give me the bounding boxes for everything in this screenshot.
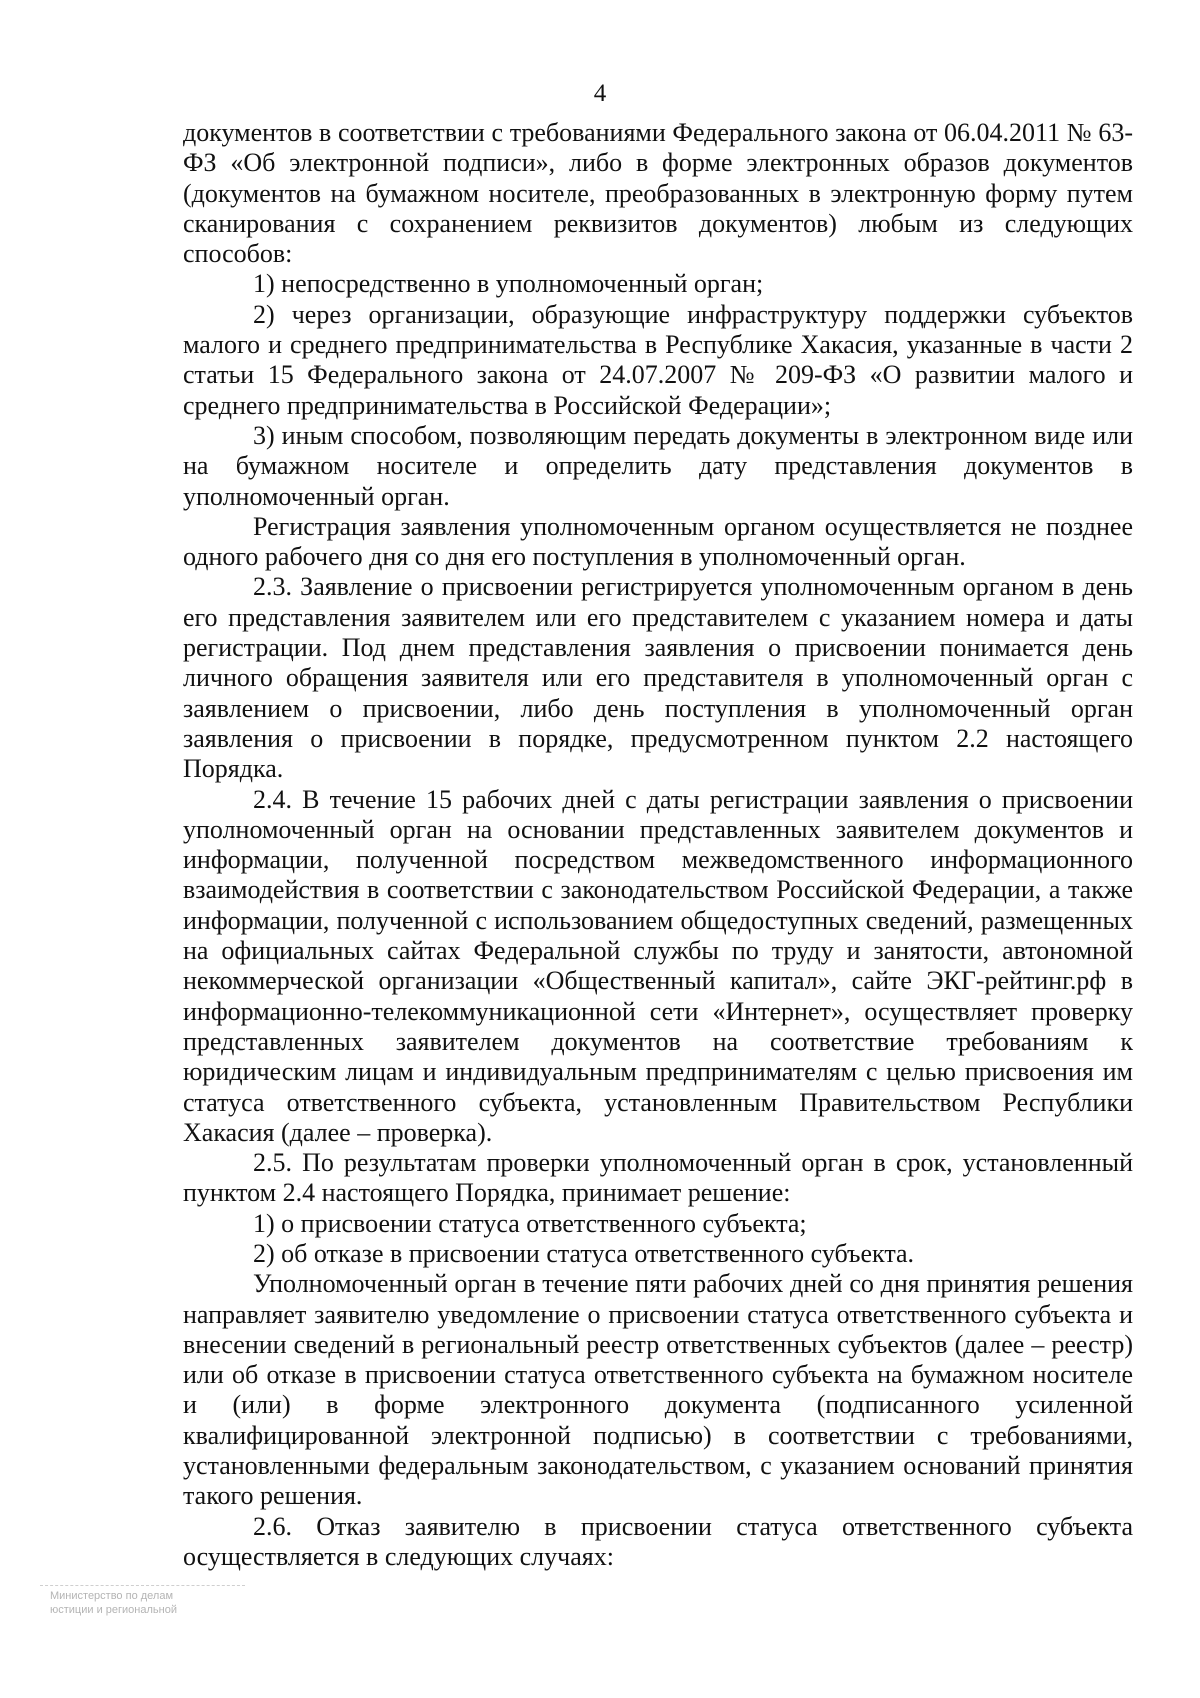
- paragraph: документов в соответствии с требованиями Федерального закона от 06.04.2011 № 63-ФЗ «Об электронной подписи», либо в форме электронных образов документов (документов на бумажном носителе, преобразованных в электронную форму путем сканирования с сохранением реквизитов документов) любым из следующих способов:: [183, 118, 1133, 269]
- list-item: 1) непосредственно в уполномоченный орган;: [253, 269, 764, 299]
- clause-2-5: 2.5. По результатам проверки уполномоченный орган в срок, установленный пунктом 2.4 настоящего Порядка, принимает решение:: [183, 1148, 1133, 1208]
- paragraph: Регистрация заявления уполномоченным органом осуществляется не позднее одного рабочего дня со дня его поступления в уполномоченный орган.: [183, 511, 1133, 572]
- list-item: 3) иным способом, позволяющим передать документы в электронном виде или на бумажном носителе и определить дату представления документов в уполномоченный орган.: [183, 420, 1133, 511]
- stamp-divider: [40, 1585, 245, 1586]
- list-item: 2) об отказе в присвоении статуса ответственного субъекта.: [253, 1238, 915, 1268]
- stamp-line: юстиции и региональной: [50, 1604, 177, 1616]
- list-item: 1) о присвоении статуса ответственного субъекта;: [253, 1208, 807, 1238]
- clause-2-4: 2.4. В течение 15 рабочих дней с даты регистрации заявления о присвоении уполномоченный орган на основании представленных заявителем документов и информации, полученной посредством межведомственного информационного взаимодействия в соответствии с законодательством Российской Федерации, а также информации, полученной с использованием общедоступных сведений, размещенных на официальных сайтах Федеральной службы по труду и занятости, автономной некоммерческой организации «Общественный капитал», сайте ЭКГ-рейтинг.рф в информационно-телекоммуникационной сети «Интернет», осуществляет проверку представленных заявителем документов на соответствие требованиям к юридическим лицам и индивидуальным предпринимателям с целью присвоения им статуса ответственного субъекта, установленным Правительством Республики Хакасия (далее – проверка).: [183, 784, 1133, 1147]
- paragraph: Уполномоченный орган в течение пяти рабочих дней со дня принятия решения направляет заявителю уведомление о присвоении статуса ответственного субъекта и внесении сведений в региональный реестр ответственных субъектов (далее – реестр) или об отказе в присвоении статуса ответственного субъекта на бумажном носителе и (или) в форме электронного документа (подписанного усиленной квалифицированной электронной подписью) в соответствии с требованиями, установленными федеральным законодательством, с указанием оснований принятия такого решения.: [183, 1269, 1133, 1511]
- clause-2-6: 2.6. Отказ заявителю в присвоении статуса ответственного субъекта осуществляется в следующих случаях:: [183, 1511, 1133, 1571]
- stamp-line: Министерство по делам: [50, 1590, 174, 1602]
- list-item: 2) через организации, образующие инфраструктуру поддержки субъектов малого и среднего предпринимательства в Республике Хакасия, указанные в части 2 статьи 15 Федерального закона от 24.07.2007 № 209-ФЗ «О развитии малого и среднего предпринимательства в Российской Федерации»;: [183, 299, 1133, 420]
- page-number: 4: [593, 80, 607, 107]
- document-body: [183, 118, 1133, 1572]
- registration-stamp: [40, 1585, 250, 1617]
- clause-2-3: 2.3. Заявление о присвоении регистрируется уполномоченным органом в день его представления заявителем или его представителем с указанием номера и даты регистрации. Под днем представления заявления о присвоении понимается день личного обращения заявителя или его представителя в уполномоченный орган с заявлением о присвоении, либо день поступления в уполномоченный орган заявления о присвоении в порядке, предусмотренном пунктом 2.2 настоящего Порядка.: [183, 572, 1133, 784]
